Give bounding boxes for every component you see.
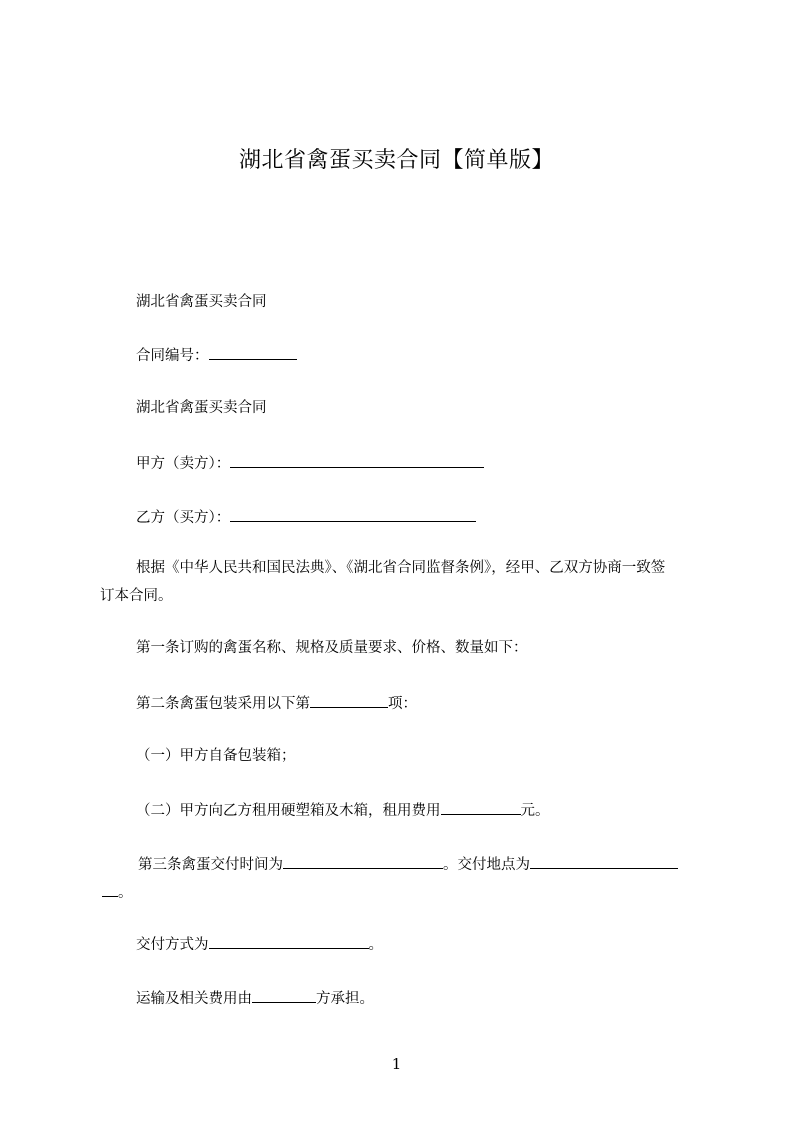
delivery-method-suffix: 。 — [368, 937, 383, 953]
delivery-method-line — [136, 933, 383, 955]
article-2-suffix: 项： — [388, 696, 417, 712]
preamble-paragraph: 根据《中华人民共和国民法典》、《湖北省合同监督条例》，经甲、乙双方协商一致签订本合同。 — [100, 560, 666, 604]
packaging-option-2 — [136, 799, 550, 821]
rental-fee-blank — [441, 799, 521, 815]
transport-cost-line — [136, 987, 374, 1009]
article-2-blank — [310, 692, 388, 708]
delivery-place-blank — [530, 853, 678, 869]
party-a-line — [136, 452, 484, 474]
article-3-prefix: 第三条禽蛋交付时间为 — [138, 857, 283, 873]
article-3-continuation — [102, 881, 133, 903]
delivery-place-blank-cont — [102, 881, 118, 897]
document-title: 湖北省禽蛋买卖合同【简单版】 — [238, 148, 554, 173]
article-2-prefix: 第二条禽蛋包装采用以下第 — [136, 696, 310, 712]
option-2-prefix: （二）甲方向乙方租用硬塑箱及木箱，租用费用 — [136, 803, 441, 819]
party-a-label: 甲方（卖方）： — [136, 456, 231, 472]
delivery-time-blank — [283, 853, 443, 869]
article-3-end: 。 — [118, 885, 133, 901]
contract-heading: 湖北省禽蛋买卖合同 — [136, 294, 267, 310]
party-b-label: 乙方（买方）： — [136, 510, 231, 526]
party-b-blank — [230, 506, 476, 522]
delivery-method-blank — [209, 933, 369, 949]
article-3 — [138, 853, 678, 875]
article-2 — [136, 692, 417, 714]
delivery-method-prefix: 交付方式为 — [136, 937, 209, 953]
contract-number-label: 合同编号： — [136, 348, 209, 364]
article-1: 第一条订购的禽蛋名称、规格及质量要求、价格、数量如下： — [136, 640, 528, 656]
contract-subheading: 湖北省禽蛋买卖合同 — [136, 400, 267, 416]
transport-prefix: 运输及相关费用由 — [136, 991, 252, 1007]
transport-suffix: 方承担。 — [316, 991, 374, 1007]
packaging-option-1: （一）甲方自备包装箱； — [136, 748, 296, 764]
contract-number-blank — [209, 344, 297, 360]
page-number: 1 — [391, 1055, 402, 1073]
party-b-line — [136, 506, 476, 528]
party-a-blank — [230, 452, 484, 468]
option-2-suffix: 元。 — [520, 803, 550, 819]
contract-number-line — [136, 344, 297, 366]
transport-party-blank — [252, 987, 316, 1003]
article-3-middle: 。交付地点为 — [443, 857, 530, 873]
